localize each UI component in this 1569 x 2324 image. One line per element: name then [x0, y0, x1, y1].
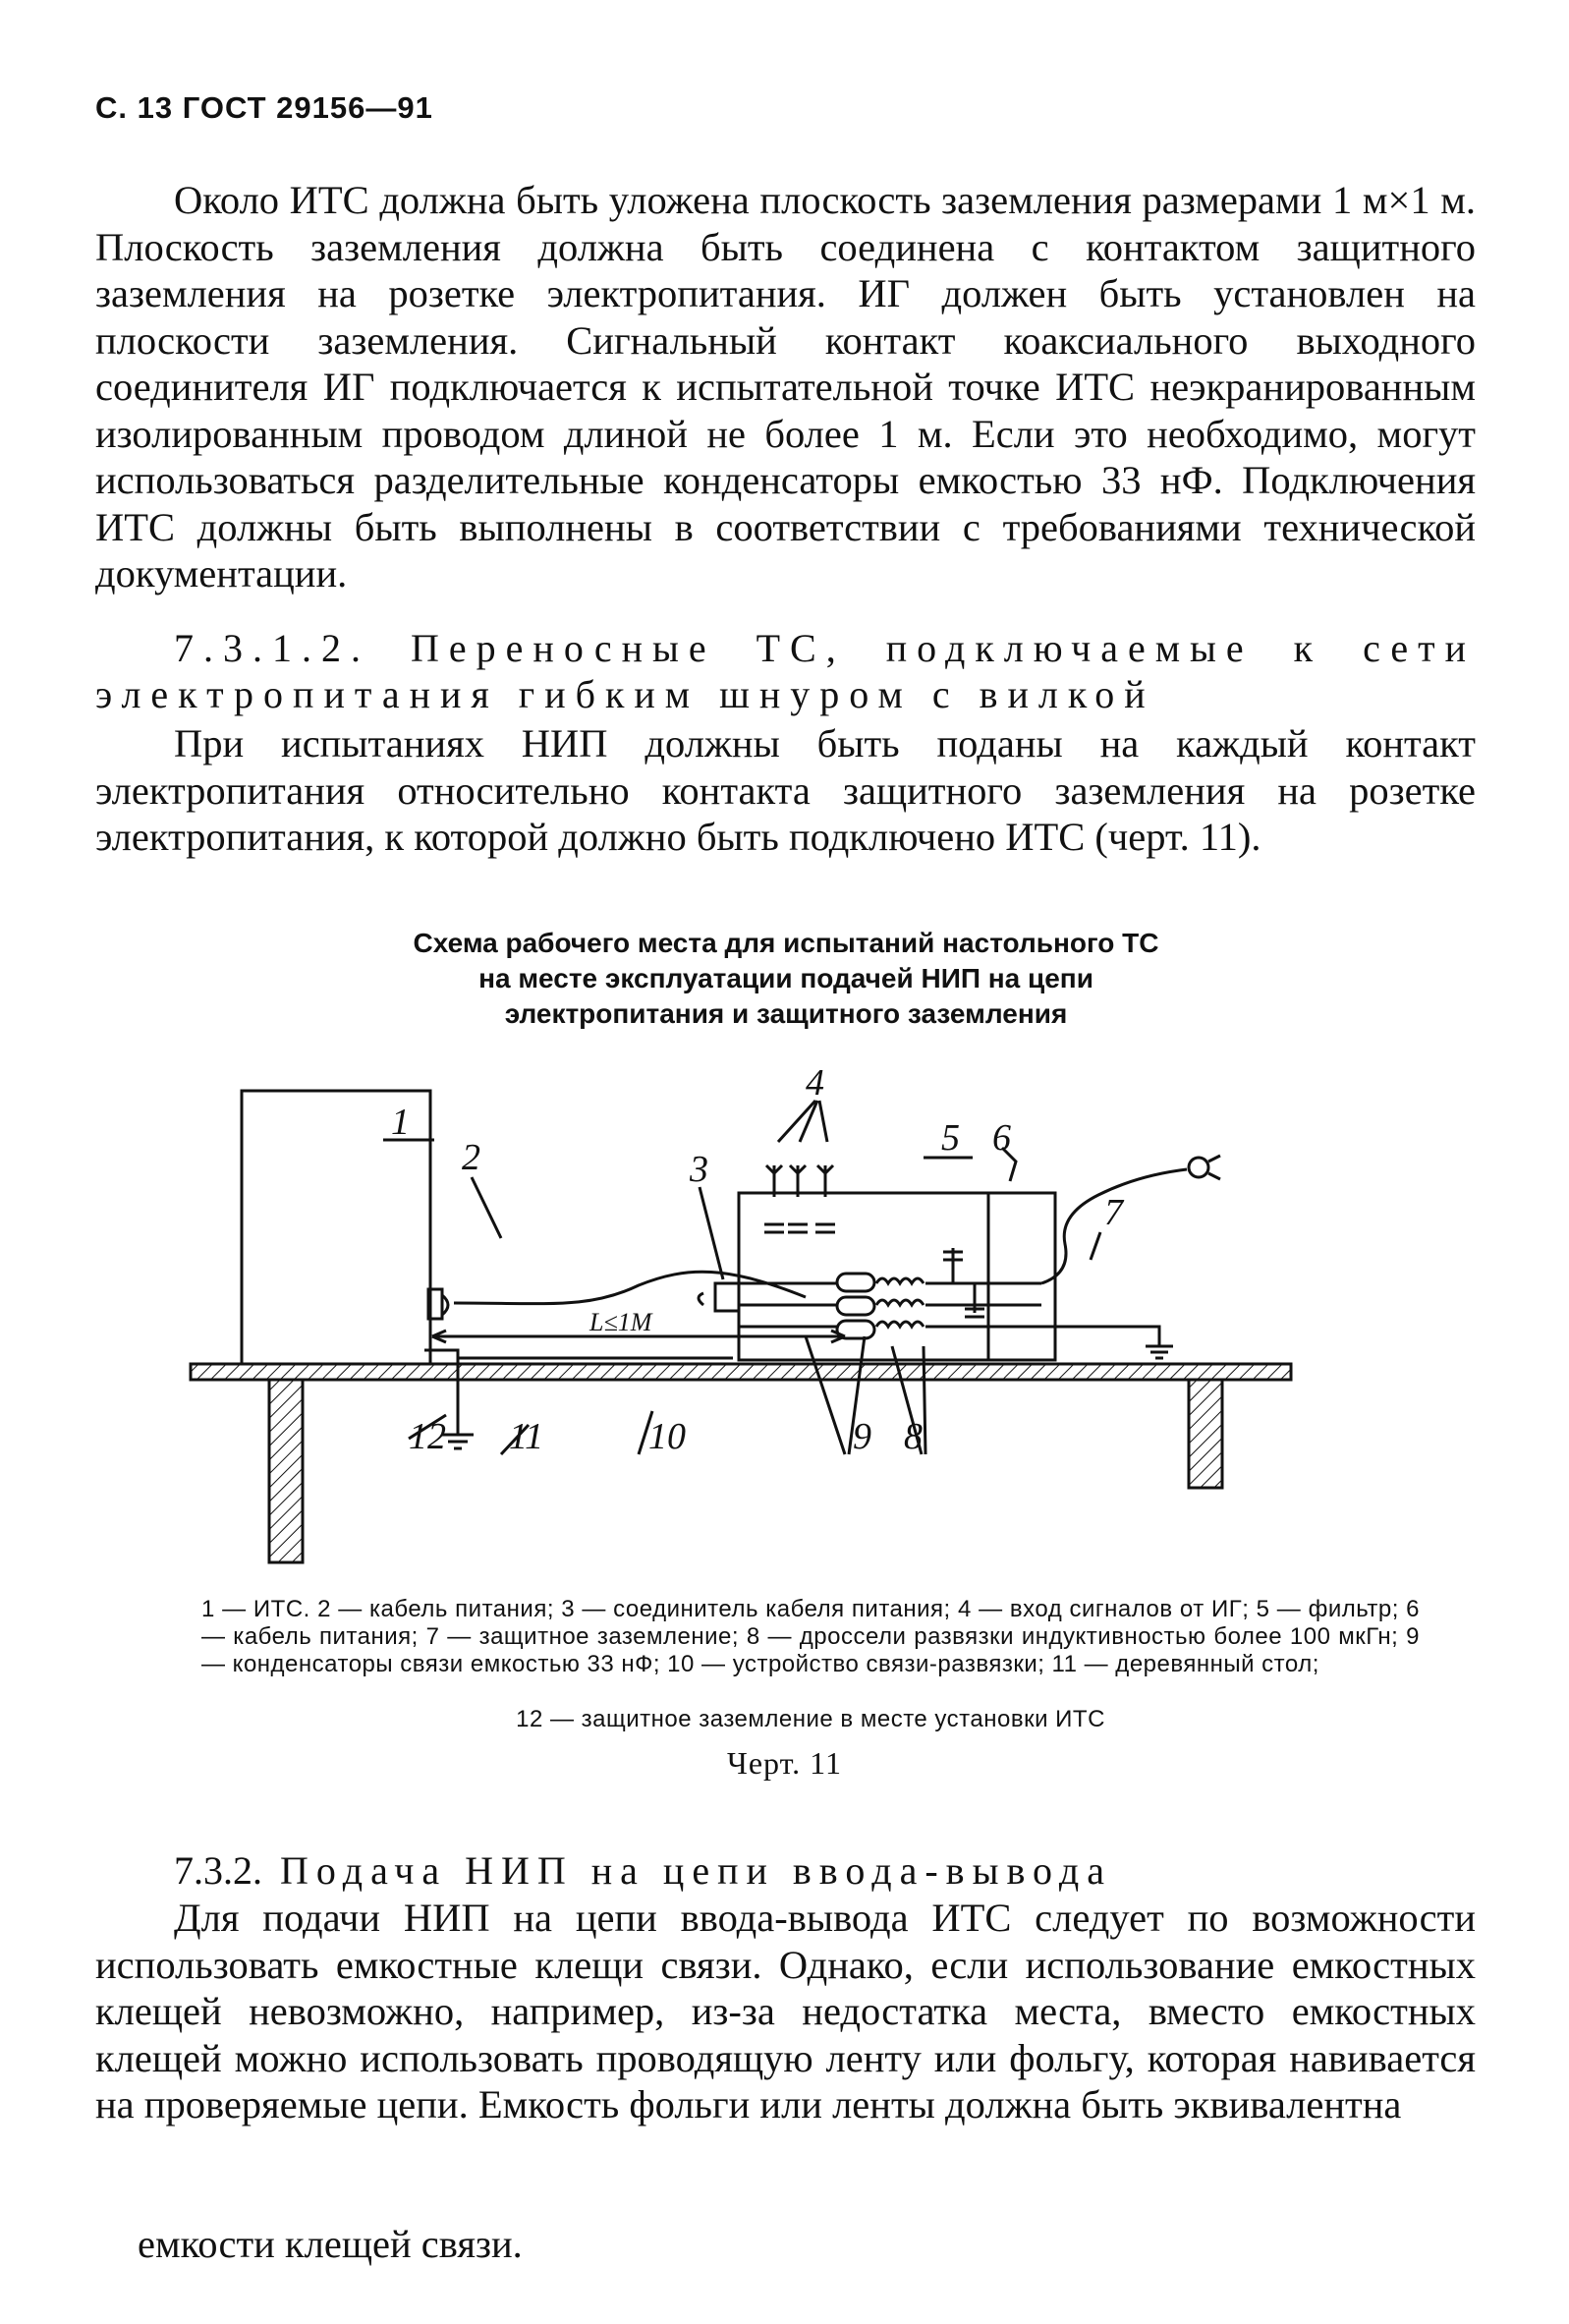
label-6: 6	[992, 1117, 1011, 1159]
figure-title-line: на месте эксплуатации подачей НИП на цепи	[478, 963, 1093, 993]
label-8: 8	[904, 1416, 923, 1457]
section-title: Переносные ТС, подключаемые к сети электропитания гибким шнуром с вилкой	[95, 626, 1476, 716]
figure-title-line: Схема рабочего места для испытаний настольного ТС	[413, 928, 1159, 958]
paragraph-portable-ts: При испытаниях НИП должны быть поданы на каждый контакт электропитания относительно контакта защитного заземления на розетке электропитания, к которой должно быть подключено ИТС (черт. 11).	[95, 721, 1476, 859]
section-7-3-2-heading	[174, 1847, 1112, 1894]
figure-title	[196, 926, 1375, 1032]
figure-legend: 1 — ИТС. 2 — кабель питания; 3 — соединитель кабеля питания; 4 — вход сигналов от ИГ; 5 — фильтр; 6 — кабель питания; 7 — защитное заземление; 8 — дроссели развязки индуктивностью более 100 мкГн; 9 — конденсаторы связи емкостью 33 нФ; 10 — устройство связи-развязки; 11 — деревянный стол;	[201, 1596, 1420, 1677]
section-number: 7.3.2.	[174, 1848, 262, 1893]
label-11: 11	[509, 1416, 544, 1457]
paragraph-io-circuits-tail: емкости клещей связи.	[138, 2222, 523, 2266]
label-length: L≤1M	[589, 1308, 652, 1336]
table-top	[191, 1364, 1291, 1380]
table-leg-left	[269, 1380, 303, 1562]
paragraph-io-circuits: Для подачи НИП на цепи ввода-вывода ИТС следует по возможности использовать емкостные клещи связи. Однако, если использование емкостных клещей невозможно, например, из-за недостатка места, вместо емкостных клещей можно использовать проводящую ленту или фольгу, которая навивается на проверяемые цепи. Емкость фольги или ленты должна быть эквивалентна	[95, 1896, 1476, 2126]
label-1: 1	[391, 1102, 410, 1143]
power-cable	[454, 1272, 806, 1303]
cable-connector	[715, 1283, 739, 1311]
figure-number: Черт. 11	[727, 1745, 842, 1781]
section-7-3-1-2-heading	[95, 625, 1476, 717]
label-3: 3	[690, 1149, 708, 1190]
label-10: 10	[648, 1416, 686, 1457]
section-number: 7.3.1.2.	[174, 626, 370, 670]
figure-title-line: электропитания и защитного заземления	[504, 998, 1068, 1029]
section-title: Подача НИП на цепи ввода-вывода	[280, 1848, 1113, 1893]
label-9: 9	[853, 1416, 871, 1457]
label-7: 7	[1104, 1192, 1123, 1233]
mains-plug	[1189, 1158, 1208, 1177]
page-header: С. 13 ГОСТ 29156—91	[95, 90, 433, 125]
workplace-diagram	[177, 1051, 1405, 1602]
label-2: 2	[462, 1137, 480, 1178]
table-leg-right	[1189, 1380, 1222, 1488]
figure-legend-last: 12 — защитное заземление в месте установки ИТС	[516, 1706, 1105, 1732]
paragraph-grounding-plane: Около ИТС должна быть уложена плоскость заземления размерами 1 м×1 м. Плоскость заземления должна быть соединена с контактом защитного заземления на розетке электропитания. ИГ должен быть установлен на плоскости заземления. Сигнальный контакт коаксиального выходного соединителя ИГ подключается к испытательной точке ИТС неэкранированным изолированным проводом длиной не более 1 м. Если это необходимо, могут использоваться разделительные конденсаторы емкостью 33 нФ. Подключения ИТС должны быть выполнены в соответствии с требованиями технической документации.	[95, 178, 1476, 595]
label-12: 12	[409, 1416, 446, 1457]
label-4: 4	[806, 1062, 824, 1104]
label-5: 5	[941, 1117, 960, 1159]
